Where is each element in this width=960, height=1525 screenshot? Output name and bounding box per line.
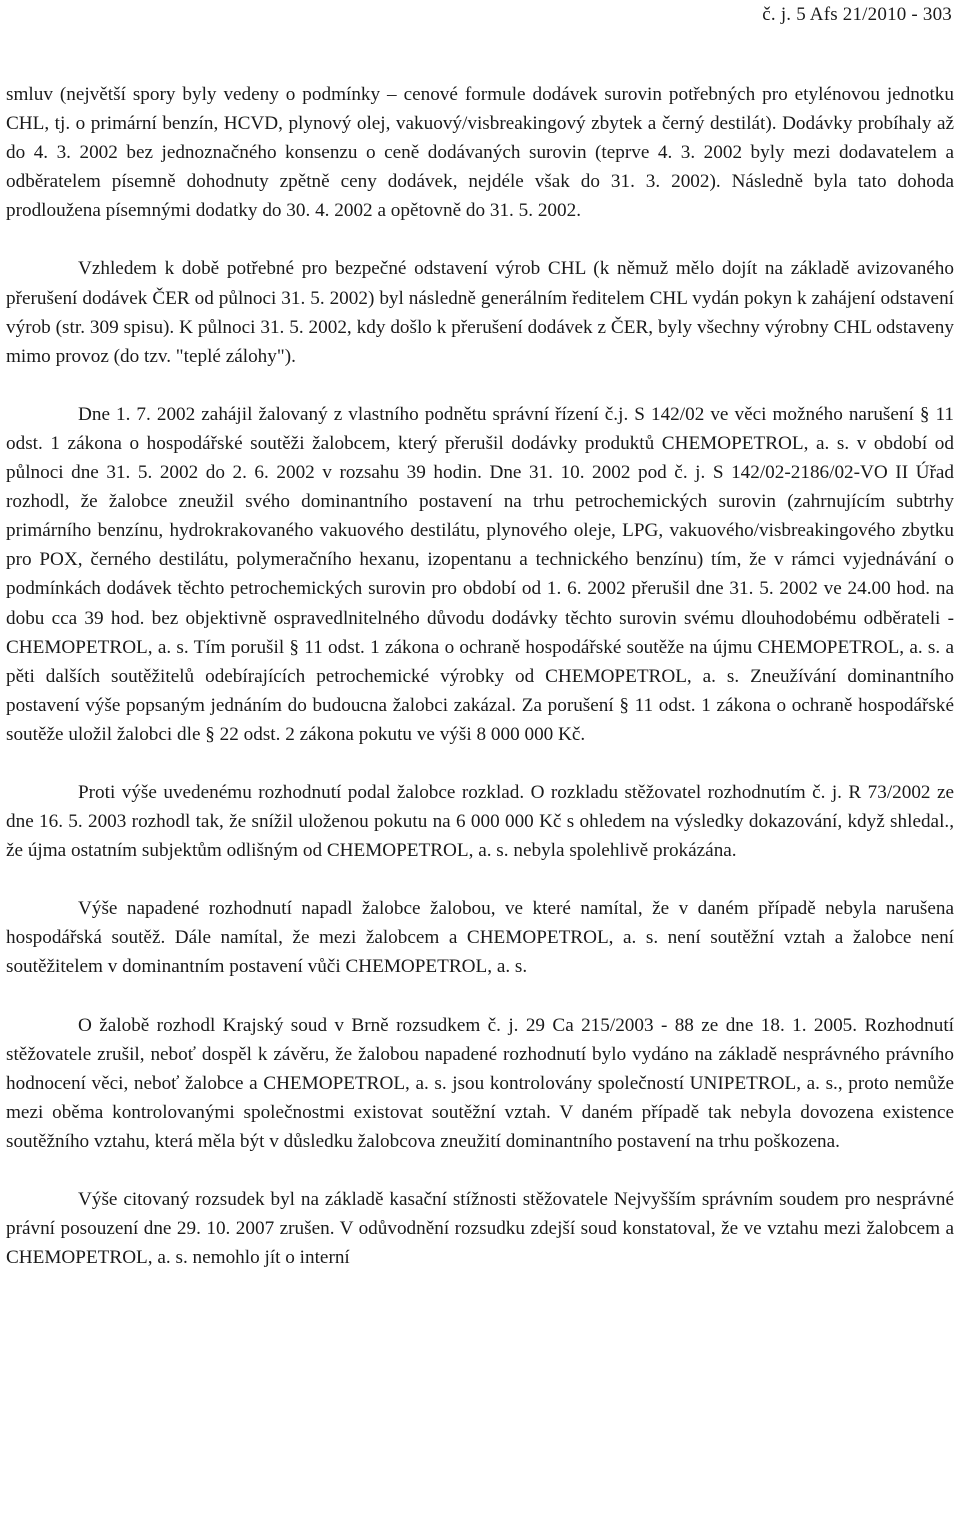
- paragraph-4: Proti výše uvedenému rozhodnutí podal žalobce rozklad. O rozkladu stěžovatel rozhodnutím č. j. R 73/2002 ze dne 16. 5. 2003 rozhodl tak, že snížil uloženou pokutu na 6 000 000 Kč s ohledem na výsledky dokazování, když shledal., že újma ostatním subjektům odlišným od CHEMOPETROL, a. s. nebyla spolehlivě prokázána.: [6, 781, 954, 862]
- paragraph-2: Vzhledem k době potřebné pro bezpečné odstavení výrob CHL (k němuž mělo dojít na základě avizovaného přerušení dodávek ČER od půlnoci 31. 5. 2002) byl následně generálním ředitelem CHL vydán pokyn k zahájení odstavení výrob (str. 309 spisu). K půlnoci 31. 5. 2002, kdy došlo k přerušení dodávek z ČER, byly všechny výrobny CHL odstaveny mimo provoz (do tzv. "teplé zálohy").: [6, 258, 954, 367]
- paragraph-5: Výše napadené rozhodnutí napadl žalobce žalobou, ve které namítal, že v daném případě nebyla narušena hospodářská soutěž. Dále namítal, že mezi žalobcem a CHEMOPETROL, a. s. není soutěžní vztah a žalobce není soutěžitelem v dominantním postavení vůči CHEMOPETROL, a. s.: [6, 898, 954, 978]
- paragraph-7: Výše citovaný rozsudek byl na základě kasační stížnosti stěžovatele Nejvyšším správním soudem pro nesprávné právní posouzení dne 29. 10. 2007 zrušen. V odůvodnění rozsudku zdejší soud konstatoval, že ve vztahu mezi žalobcem a CHEMOPETROL, a. s. nemohlo jít o interní: [6, 1189, 954, 1269]
- paragraph-1: smluv (největší spory byly vedeny o podmínky – cenové formule dodávek surovin potřebných pro etylénovou jednotku CHL, tj. o primární benzín, HCVD, plynový olej, vakuový/visbreakingový zbytek a černý destilát). Dodávky probíhaly až do 4. 3. 2002 bez jednoznačného konsenzu o ceně dodávaných surovin (teprve 4. 3. 2002 byly mezi dodavatelem a odběratelem písemně dohodnuty zpětně ceny dodávek, nejdéle však do 31. 3. 2002). Následně byla tato dohoda prodloužena písemnými dodatky do 30. 4. 2002 a opětovně do 31. 5. 2002.: [6, 84, 954, 222]
- document-body: [6, 80, 954, 1272]
- paragraph-6: O žalobě rozhodl Krajský soud v Brně rozsudkem č. j. 29 Ca 215/2003 - 88 ze dne 18. 1. 2005. Rozhodnutí stěžovatele zrušil, neboť dospěl k závěru, že žalobou napadené rozhodnutí bylo vydáno na základě nesprávného právního hodnocení věci, neboť žalobce a CHEMOPETROL, a. s. jsou kontrolovány společností UNIPETROL, a. s., proto nemůže mezi oběma kontrolovanými společnostmi existovat soutěžní vztah. V daném případě tak nebyla dovozena existence soutěžního vztahu, která měla být v důsledku žalobcova zneužití dominantního postavení na trhu poškozena.: [6, 1014, 954, 1152]
- case-number-header: č. j. 5 Afs 21/2010 - 303: [762, 4, 952, 25]
- paragraph-3: Dne 1. 7. 2002 zahájil žalovaný z vlastního podnětu správní řízení č.j. S 142/02 ve věci možného narušení § 11 odst. 1 zákona o hospodářské soutěži žalobcem, který přerušil dodávky produktů CHEMOPETROL, a. s. v období od půlnoci dne 31. 5. 2002 do 2. 6. 2002 v rozsahu 39 hodin. Dne 31. 10. 2002 pod č. j. S 142/02-2186/02-VO II Úřad rozhodl, že žalobce zneužil svého dominantního postavení na trhu petrochemických surovin (zahrnujícím subtrhy primárního benzínu, hydrokrakovaného vakuového destilátu, plynového oleje, LPG, vakuového/visbreakingového zbytku pro POX, černého destilátu, polymeračního hexanu, izopentanu a technického benzínu) tím, že v rámci vyjednávání o podmínkách dodávek těchto petrochemických surovin pro období od 1. 6. 2002 přerušil dne 31. 5. 2002 ve 24.00 hod. na dobu cca 39 hod. bez objektivně ospravedlnitelného důvodu dodávky těchto surovin svému dlouhodobému odběrateli - CHEMOPETROL, a. s. Tím porušil § 11 odst. 1 zákona o ochraně hospodářské soutěže na újmu CHEMOPETROL, a. s. a pěti dalších soutěžitelů odebírajících petrochemické výrobky od CHEMOPETROL, a. s. Zneužívání dominantního postavení výše popsaným jednáním do budoucna žalobci zakázal. Za porušení § 11 odst. 1 zákona o ochraně hospodářské soutěže uložil žalobci dle § 22 odst. 2 zákona pokutu ve výši 8 000 000 Kč.: [6, 403, 954, 745]
